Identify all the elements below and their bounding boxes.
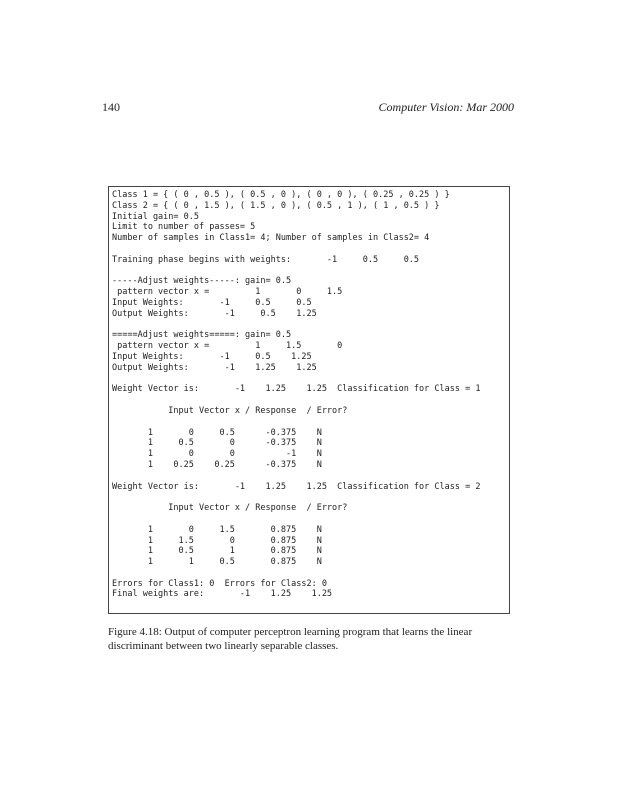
output-line: Class 1 = { ( 0 , 0.5 ), ( 0.5 , 0 ), ( 0 , 0 ), ( 0.25 , 0.25 ) } (112, 190, 450, 200)
output-line: Number of samples in Class1= 4; Number of samples in Class2= 4 (112, 233, 430, 244)
output-line: 1 1 0.5 0.875 N (112, 557, 322, 568)
output-line: Final weights are: -1 1.25 1.25 (112, 589, 333, 600)
output-line: pattern vector x = 1 1.5 0 (112, 341, 343, 352)
output-line: pattern vector x = 1 0 1.5 (112, 287, 343, 298)
output-line (112, 471, 480, 482)
output-line: 1 0 0 -1 N (112, 449, 322, 460)
output-line: Output Weights: -1 0.5 1.25 (112, 308, 317, 319)
output-line (112, 514, 480, 525)
output-line (112, 568, 480, 579)
output-line: Output Weights: -1 1.25 1.25 (112, 362, 317, 373)
output-line: Input Vector x / Response / Error? (112, 405, 348, 416)
output-line (112, 244, 480, 255)
output-line (112, 395, 480, 406)
output-line (112, 320, 480, 331)
output-line: Limit to number of passes= 5 (112, 222, 256, 233)
output-line: Errors for Class1: 0 Errors for Class2: 0 (112, 578, 327, 589)
running-title: Computer Vision: Mar 2000 (378, 100, 514, 114)
output-line: Training phase begins with weights: -1 0.5 0.5 (112, 254, 420, 265)
output-line: 1 0.25 0.25 -0.375 N (112, 459, 322, 470)
output-line: Input Weights: -1 0.5 1.25 (112, 351, 312, 362)
output-line: Class 2 = { ( 0 , 1.5 ), ( 1.5 , 0 ), ( 0.5 , 1 ), ( 1 , 0.5 ) } (112, 200, 440, 211)
output-line: 1 0.5 1 0.875 N (112, 546, 322, 557)
program-output-text (112, 190, 480, 600)
output-line: Weight Vector is: -1 1.25 1.25 Classification for Class = 2 (112, 481, 481, 492)
output-line: 1 0 0.5 -0.375 N (112, 427, 322, 438)
output-line: -----Adjust weights-----: gain= 0.5 (112, 276, 292, 287)
page-number: 140 (102, 100, 120, 114)
output-line (112, 266, 480, 277)
output-line: 1 1.5 0 0.875 N (112, 535, 322, 546)
output-line: Weight Vector is: -1 1.25 1.25 Classification for Class = 1 (112, 384, 481, 395)
output-line: =====Adjust weights=====: gain= 0.5 (112, 330, 292, 341)
output-line (112, 492, 480, 503)
output-line: Input Weights: -1 0.5 0.5 (112, 297, 312, 308)
output-line: 1 0 1.5 0.875 N (112, 524, 322, 535)
figure-caption: Figure 4.18: Output of computer perceptron learning program that learns the linear discriminant between two linearly separable classes. (108, 626, 473, 652)
output-line: Input Vector x / Response / Error? (112, 503, 348, 514)
output-line: 1 0.5 0 -0.375 N (112, 438, 322, 449)
output-line: Initial gain= 0.5 (112, 211, 199, 222)
output-line (112, 374, 480, 385)
output-line (112, 417, 480, 428)
